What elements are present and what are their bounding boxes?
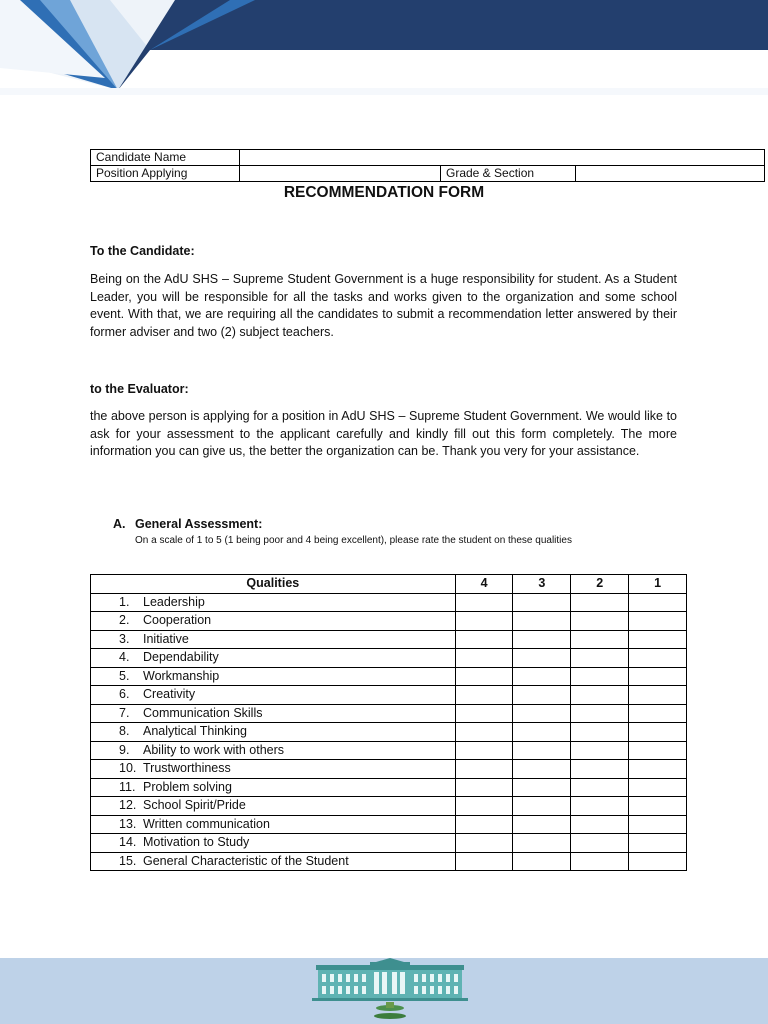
grade-section-field[interactable] (576, 166, 765, 182)
quality-label: Creativity (143, 687, 196, 702)
quality-label: Problem solving (143, 779, 232, 794)
rating-2-cell[interactable] (571, 723, 629, 742)
rating-2-cell[interactable] (571, 667, 629, 686)
position-applying-field[interactable] (240, 166, 441, 182)
rating-3-cell[interactable] (513, 686, 571, 705)
rating-2-cell[interactable] (571, 686, 629, 705)
rating-1-cell[interactable] (629, 667, 687, 686)
quality-number: 12. (119, 798, 137, 813)
quality-label: Workmanship (143, 668, 220, 683)
rating-1-cell[interactable] (629, 852, 687, 871)
table-row (91, 667, 687, 686)
rating-3-cell[interactable] (513, 723, 571, 742)
quality-cell (91, 723, 456, 742)
quality-cell (91, 797, 456, 816)
rating-2-cell[interactable] (571, 649, 629, 668)
quality-label: Dependability (143, 650, 219, 665)
table-row (91, 778, 687, 797)
quality-label: General Characteristic of the Student (143, 853, 349, 868)
table-row (91, 704, 687, 723)
quality-number: 7. (119, 705, 130, 720)
table-row (91, 815, 687, 834)
quality-number: 2. (119, 613, 130, 628)
rating-3-cell[interactable] (513, 593, 571, 612)
table-row (91, 797, 687, 816)
quality-number: 5. (119, 668, 130, 683)
to-candidate-paragraph: Being on the AdU SHS – Supreme Student Government is a huge responsibility for student. As a Student Leader, you will be responsible for all the tasks and works given to the organization and some school event. With that, we are requiring all the candidates to submit a recommendation letter answered by their former adviser and two (2) subject teachers. (90, 272, 677, 339)
to-candidate-heading: To the Candidate: (90, 244, 195, 258)
rating-1-cell[interactable] (629, 630, 687, 649)
rating-4-cell[interactable] (455, 834, 513, 853)
quality-label: School Spirit/Pride (143, 798, 246, 813)
quality-label: Communication Skills (143, 705, 263, 720)
rating-4-cell[interactable] (455, 593, 513, 612)
table-row (91, 649, 687, 668)
quality-number: 4. (119, 650, 130, 665)
quality-number: 6. (119, 687, 130, 702)
rating-2-cell[interactable] (571, 778, 629, 797)
rating-3-cell[interactable] (513, 741, 571, 760)
rating-1-cell[interactable] (629, 704, 687, 723)
rating-1-cell[interactable] (629, 612, 687, 631)
table-row (91, 852, 687, 871)
rating-1-cell[interactable] (629, 834, 687, 853)
rating-2-cell[interactable] (571, 834, 629, 853)
quality-cell (91, 778, 456, 797)
quality-cell (91, 815, 456, 834)
rating-1-cell[interactable] (629, 649, 687, 668)
quality-cell (91, 760, 456, 779)
quality-number: 3. (119, 631, 130, 646)
rating-4-cell[interactable] (455, 760, 513, 779)
rating-4-cell[interactable] (455, 852, 513, 871)
form-title: RECOMMENDATION FORM (283, 184, 485, 201)
quality-cell (91, 667, 456, 686)
rating-1-cell[interactable] (629, 778, 687, 797)
rating-2-cell[interactable] (571, 704, 629, 723)
quality-label: Motivation to Study (143, 835, 250, 850)
rating-4-header: 4 (455, 575, 513, 594)
rating-3-cell[interactable] (513, 852, 571, 871)
table-row (91, 593, 687, 612)
candidate-name-field[interactable] (240, 150, 765, 166)
rating-2-cell[interactable] (571, 797, 629, 816)
rating-3-cell[interactable] (513, 667, 571, 686)
rating-3-cell[interactable] (513, 760, 571, 779)
rating-1-cell[interactable] (629, 593, 687, 612)
rating-2-cell[interactable] (571, 593, 629, 612)
quality-number: 15. (119, 853, 137, 868)
table-row (91, 741, 687, 760)
rating-3-cell[interactable] (513, 612, 571, 631)
general-assessment-title: General Assessment: (135, 517, 263, 531)
rating-4-cell[interactable] (455, 815, 513, 834)
rating-3-cell[interactable] (513, 704, 571, 723)
rating-4-cell[interactable] (455, 797, 513, 816)
table-row (91, 166, 765, 182)
grade-section-label: Grade & Section (441, 166, 576, 182)
quality-number: 10. (119, 761, 137, 776)
rating-2-header: 2 (571, 575, 629, 594)
position-applying-label: Position Applying (91, 166, 240, 182)
rating-3-cell[interactable] (513, 630, 571, 649)
rating-4-cell[interactable] (455, 704, 513, 723)
rating-2-cell[interactable] (571, 630, 629, 649)
rating-1-cell[interactable] (629, 797, 687, 816)
table-header-row (91, 575, 687, 594)
candidate-info-table (90, 149, 765, 182)
general-assessment-heading (113, 517, 262, 531)
header-banner (0, 0, 768, 95)
quality-number: 1. (119, 594, 130, 609)
rating-3-header: 3 (513, 575, 571, 594)
rating-2-cell[interactable] (571, 612, 629, 631)
quality-cell (91, 834, 456, 853)
rating-1-cell[interactable] (629, 760, 687, 779)
rating-1-cell[interactable] (629, 741, 687, 760)
rating-3-cell[interactable] (513, 778, 571, 797)
rating-3-cell[interactable] (513, 834, 571, 853)
candidate-name-label: Candidate Name (91, 150, 240, 166)
rating-4-cell[interactable] (455, 741, 513, 760)
quality-number: 13. (119, 816, 137, 831)
table-row (91, 686, 687, 705)
quality-label: Cooperation (143, 613, 212, 628)
table-row (91, 612, 687, 631)
quality-cell (91, 612, 456, 631)
rating-4-cell[interactable] (455, 630, 513, 649)
table-row (91, 150, 765, 166)
quality-label: Written communication (143, 816, 270, 831)
table-row (91, 630, 687, 649)
rating-3-cell[interactable] (513, 797, 571, 816)
school-building-logo (312, 958, 468, 1024)
quality-number: 9. (119, 742, 130, 757)
to-evaluator-heading: to the Evaluator: (90, 382, 189, 396)
quality-label: Ability to work with others (143, 742, 285, 757)
rating-4-cell[interactable] (455, 667, 513, 686)
quality-label: Trustworthiness (143, 761, 231, 776)
quality-cell (91, 630, 456, 649)
rating-4-cell[interactable] (455, 649, 513, 668)
rating-1-header: 1 (629, 575, 687, 594)
rating-4-cell[interactable] (455, 723, 513, 742)
rating-2-cell[interactable] (571, 741, 629, 760)
rating-1-cell[interactable] (629, 815, 687, 834)
qualities-header: Qualities (91, 575, 456, 594)
quality-cell (91, 741, 456, 760)
qualities-rating-table (90, 574, 687, 871)
table-row (91, 834, 687, 853)
rating-2-cell[interactable] (571, 760, 629, 779)
quality-cell (91, 649, 456, 668)
rating-4-cell[interactable] (455, 686, 513, 705)
quality-label: Analytical Thinking (143, 724, 247, 739)
quality-cell (91, 704, 456, 723)
rating-1-cell[interactable] (629, 686, 687, 705)
rating-4-cell[interactable] (455, 612, 513, 631)
rating-2-cell[interactable] (571, 815, 629, 834)
quality-number: 8. (119, 724, 130, 739)
rating-3-cell[interactable] (513, 815, 571, 834)
rating-1-cell[interactable] (629, 723, 687, 742)
rating-3-cell[interactable] (513, 649, 571, 668)
rating-instruction: On a scale of 1 to 5 (1 being poor and 4 being excellent), please rate the student on these qualities (135, 535, 572, 546)
section-letter: A. (113, 517, 126, 531)
quality-cell (91, 593, 456, 612)
table-row (91, 723, 687, 742)
quality-number: 14. (119, 835, 137, 850)
quality-cell (91, 852, 456, 871)
rating-2-cell[interactable] (571, 852, 629, 871)
to-evaluator-paragraph: the above person is applying for a position in AdU SHS – Supreme Student Government. We would like to ask for your assessment to the applicant carefully and kindly fill out this form completely. The more information you can give us, the better the organization can be. Thank you very for your assistance. (90, 409, 677, 458)
table-row (91, 760, 687, 779)
quality-number: 11. (119, 779, 136, 794)
quality-label: Initiative (143, 631, 189, 646)
rating-4-cell[interactable] (455, 778, 513, 797)
quality-cell (91, 686, 456, 705)
quality-label: Leadership (143, 594, 205, 609)
